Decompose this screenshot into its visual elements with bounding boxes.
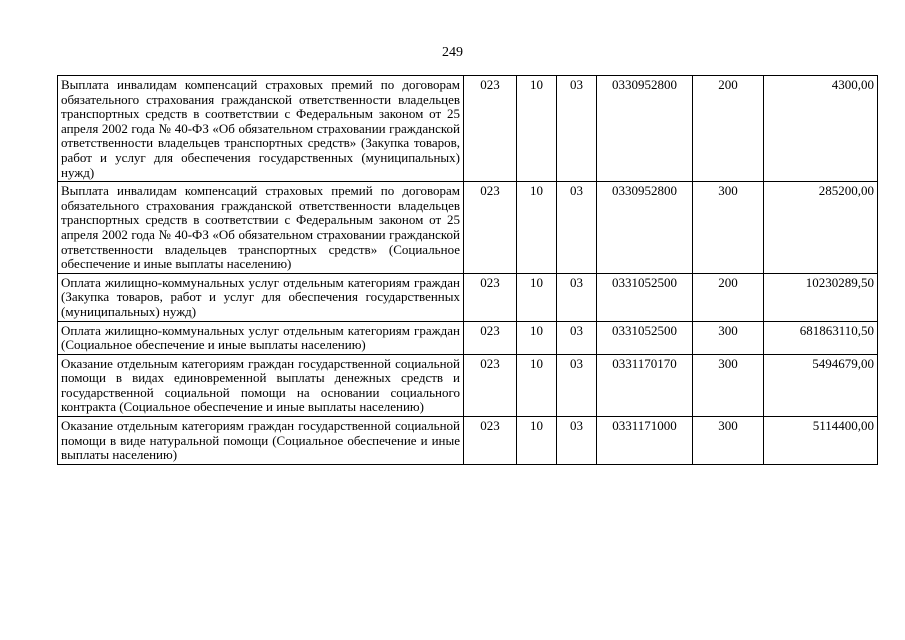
expense-type-code: 300: [693, 417, 764, 465]
row-description: Оплата жилищно-коммунальных услуг отдельным категориям граждан (Социальное обеспечение и иные выплаты населению): [58, 321, 464, 354]
target-article-code: 0331052500: [597, 273, 693, 321]
subsection-code: 03: [557, 182, 597, 274]
table-row: [58, 354, 878, 416]
amount: 681863110,50: [764, 321, 878, 354]
section-code: 10: [517, 273, 557, 321]
subsection-code: 03: [557, 76, 597, 182]
target-article-code: 0330952800: [597, 76, 693, 182]
target-article-code: 0330952800: [597, 182, 693, 274]
ministry-code: 023: [464, 273, 517, 321]
amount: 285200,00: [764, 182, 878, 274]
amount: 10230289,50: [764, 273, 878, 321]
section-code: 10: [517, 321, 557, 354]
subsection-code: 03: [557, 321, 597, 354]
expense-type-code: 300: [693, 321, 764, 354]
ministry-code: 023: [464, 354, 517, 416]
table-row: [58, 76, 878, 182]
table-row: [58, 182, 878, 274]
row-description: Выплата инвалидам компенсаций страховых премий по договорам обязательного страхования гражданской ответственности владельцев транспортных средств в соответствии с Федеральным законом от 25 апреля 2002 года № 40-ФЗ «Об обязательном страховании гражданской ответственности владельцев транспортных средств» (Закупка товаров, работ и услуг для обеспечения государственных (муниципальных) нужд): [58, 76, 464, 182]
expense-type-code: 200: [693, 273, 764, 321]
table-row: [58, 321, 878, 354]
section-code: 10: [517, 76, 557, 182]
expense-type-code: 300: [693, 182, 764, 274]
target-article-code: 0331052500: [597, 321, 693, 354]
page-number: 249: [442, 45, 463, 60]
row-description: Оплата жилищно-коммунальных услуг отдельным категориям граждан (Закупка товаров, работ и услуг для обеспечения государственных (муниципальных) нужд): [58, 273, 464, 321]
ministry-code: 023: [464, 321, 517, 354]
table-row: [58, 417, 878, 465]
row-description: Выплата инвалидам компенсаций страховых премий по договорам обязательного страхования гражданской ответственности владельцев транспортных средств в соответствии с Федеральным законом от 25 апреля 2002 года № 40-ФЗ «Об обязательном страховании гражданской ответственности владельцев транспортных средств» (Социальное обеспечение и иные выплаты населению): [58, 182, 464, 274]
row-description: Оказание отдельным категориям граждан государственной социальной помощи в видах единовременной выплаты денежных средств и государственной социальной помощи на основании социального контракта (Социальное обеспечение и иные выплаты населению): [58, 354, 464, 416]
target-article-code: 0331170170: [597, 354, 693, 416]
section-code: 10: [517, 182, 557, 274]
row-description: Оказание отдельным категориям граждан государственной социальной помощи в виде натуральной помощи (Социальное обеспечение и иные выплаты населению): [58, 417, 464, 465]
amount: 4300,00: [764, 76, 878, 182]
ministry-code: 023: [464, 417, 517, 465]
table-row: [58, 273, 878, 321]
section-code: 10: [517, 354, 557, 416]
expense-type-code: 200: [693, 76, 764, 182]
subsection-code: 03: [557, 273, 597, 321]
subsection-code: 03: [557, 417, 597, 465]
section-code: 10: [517, 417, 557, 465]
ministry-code: 023: [464, 182, 517, 274]
budget-table: [57, 75, 878, 465]
target-article-code: 0331171000: [597, 417, 693, 465]
amount: 5114400,00: [764, 417, 878, 465]
expense-type-code: 300: [693, 354, 764, 416]
subsection-code: 03: [557, 354, 597, 416]
ministry-code: 023: [464, 76, 517, 182]
amount: 5494679,00: [764, 354, 878, 416]
